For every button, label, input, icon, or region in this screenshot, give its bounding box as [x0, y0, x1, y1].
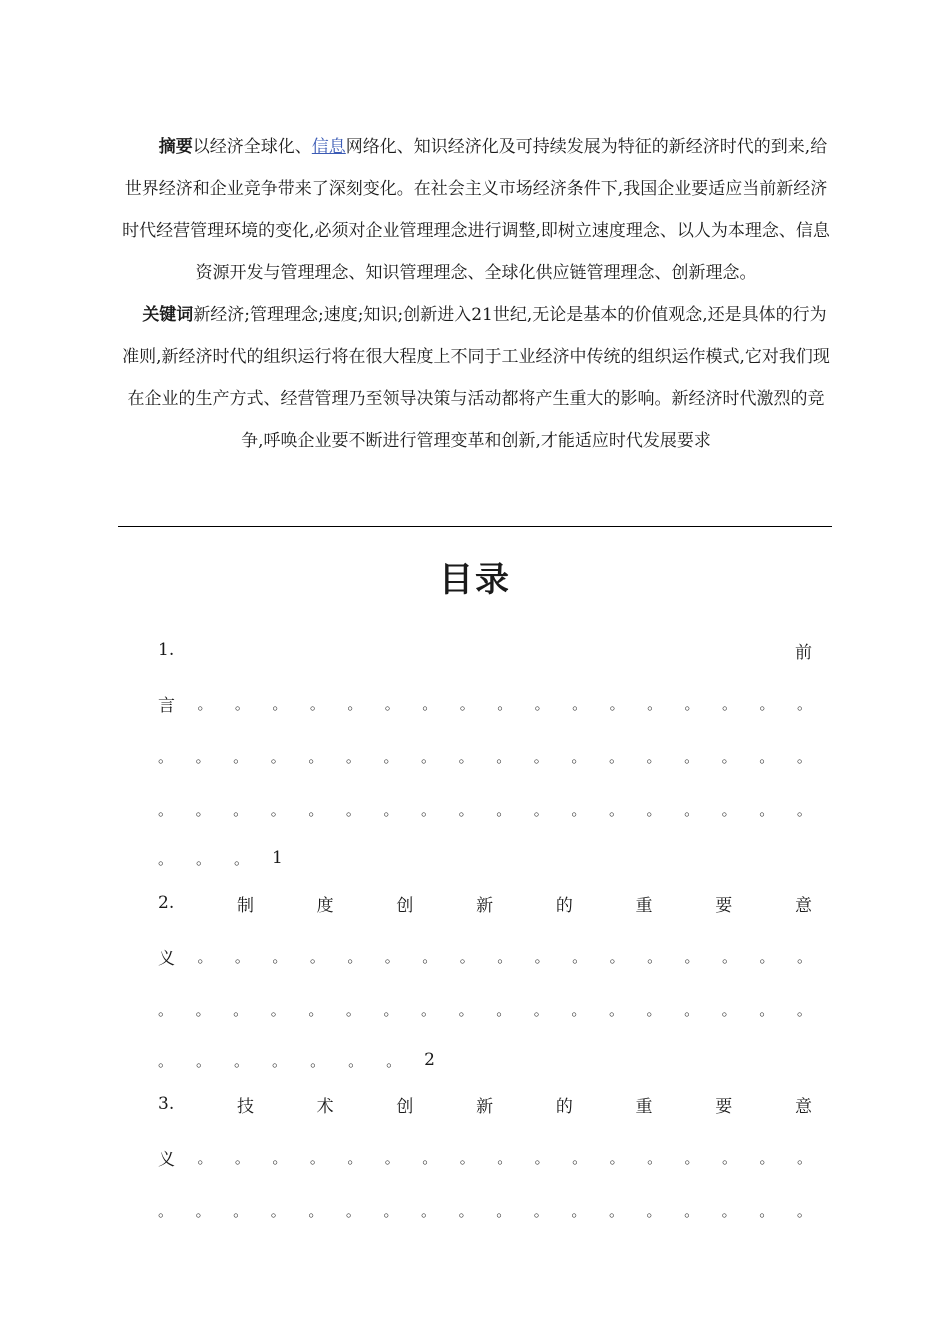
toc-entry-title-char: 意 [794, 1096, 812, 1117]
toc-leader-dot: 。 [347, 947, 363, 966]
toc-leader-dot: 。 [308, 747, 324, 766]
abstract-label: 摘要 [158, 137, 193, 157]
toc-leader-dot: 。 [458, 1000, 474, 1019]
toc-leader-dot: 。 [722, 1148, 738, 1167]
toc-leader-dot: 。 [234, 947, 250, 966]
toc-leader-dot: 。 [496, 1000, 512, 1019]
toc-leader-dot: 。 [759, 747, 775, 766]
toc-leader-dot: 。 [571, 800, 587, 819]
toc-leader-row [158, 994, 812, 1024]
toc-leader-dot: 。 [234, 694, 250, 713]
toc-leader-dot: 。 [684, 694, 700, 713]
toc-leader-dot: 。 [195, 800, 211, 819]
toc-leader-dot: 。 [796, 800, 812, 819]
toc-leader-dot: 。 [422, 1148, 438, 1167]
toc-leader-dot: 。 [796, 747, 812, 766]
toc-leader-dot: 。 [386, 1051, 402, 1070]
toc-leader-dot: 。 [272, 947, 288, 966]
info-link[interactable]: 信息 [311, 137, 346, 157]
toc-leader-dot: 。 [722, 947, 738, 966]
toc-leader-dot: 。 [421, 1000, 437, 1019]
toc-leader-dot: 。 [684, 1000, 700, 1019]
toc-entry-title-char: 新 [476, 1096, 494, 1117]
toc-leader-dot: 。 [384, 1148, 400, 1167]
toc-leader-dot: 。 [759, 1148, 775, 1167]
toc-leader-dot: 。 [309, 694, 325, 713]
toc-leader-dot: 。 [347, 1148, 363, 1167]
abstract-text: 网络化、知识经济化及可持续发展为特征的新经济时代的到来,给世界经济和企业竞争带来了深刻变化。在社会主义市场经济条件下,我国企业要适应当前新经济时代经营管理环境的变化,必须对企业管理理念进行调整,即树立速度理念、以人为本理念、信息资源开发与管理理念、知识管理理念、全球化供应链管理理念、创新理念。 [122, 137, 830, 283]
toc-leader-dot: 。 [459, 947, 475, 966]
toc-leader-dot: 。 [233, 747, 249, 766]
toc-leader-dot: 。 [233, 1201, 249, 1220]
toc-leader-dot: 。 [158, 1201, 174, 1220]
toc-leader-dot: 。 [721, 1201, 737, 1220]
toc-leader-dot: 。 [608, 1000, 624, 1019]
toc-leader-dot: 。 [384, 947, 400, 966]
toc-leader-dot: 。 [572, 947, 588, 966]
toc-entry-title-char: 义 [158, 948, 175, 969]
abstract-text-start: 以经济全球化、 [192, 137, 312, 157]
toc-leader-dot: 。 [158, 849, 174, 868]
toc-title: 目录 [439, 560, 511, 600]
toc-leader-dot: 。 [684, 747, 700, 766]
toc-leader-dot: 。 [309, 1148, 325, 1167]
keywords-paragraph [120, 294, 832, 462]
toc-leader-dot: 。 [572, 1148, 588, 1167]
keywords-text: 新经济;管理理念;速度;知识;创新进入21世纪,无论是基本的价值观念,还是具体的行为准则,新经济时代的组织运行将在很大程度上不同于工业经济中传统的组织运作模式,它对我们现在企业的生产方式、经营管理乃至领导决策与活动都将产生重大的影响。新经济时代激烈的竞争,呼唤企业要不断进行管理变革和创新,才能适应时代发展要求 [122, 305, 830, 451]
toc-leader-dot: 。 [684, 1201, 700, 1220]
toc-leader-dot: 。 [421, 1201, 437, 1220]
toc-leader-dot: 。 [646, 747, 662, 766]
toc-leader-dot: 。 [195, 1201, 211, 1220]
toc-leader-dot: 。 [534, 694, 550, 713]
toc-leader-dot: 。 [684, 947, 700, 966]
toc-entry-title-char: 新 [476, 895, 494, 916]
toc-leader-dot: 。 [383, 1000, 399, 1019]
toc-leader-dot: 。 [383, 800, 399, 819]
toc-entry-1-line-2 [158, 688, 812, 718]
toc-leader-dot: 。 [759, 800, 775, 819]
toc-leader-dot: 。 [196, 1051, 212, 1070]
toc-leader-dot: 。 [196, 849, 212, 868]
toc-leader-row [158, 794, 812, 824]
toc-leader-dot: 。 [422, 947, 438, 966]
toc-entry-title-char: 技 [236, 1096, 254, 1117]
toc-leader-dot: 。 [272, 1148, 288, 1167]
toc-leader-dot: 。 [759, 1201, 775, 1220]
toc-leader-row [158, 1195, 812, 1225]
toc-entry-title-char: 义 [158, 1149, 175, 1170]
toc-leader-dot: 。 [233, 800, 249, 819]
toc-leader-dot: 。 [609, 1148, 625, 1167]
toc-leader-dot: 。 [158, 800, 174, 819]
toc-leader-dot: 。 [158, 1000, 174, 1019]
toc-entry-title-char: 要 [715, 1096, 733, 1117]
toc-entry-3-line-2 [158, 1142, 812, 1172]
toc-entry-title-char: 创 [396, 895, 414, 916]
toc-leader-dot: 。 [571, 1201, 587, 1220]
toc-leader-dot: 。 [270, 1201, 286, 1220]
toc-leader-dot: 。 [459, 694, 475, 713]
toc-leader-dot: 。 [796, 1000, 812, 1019]
toc-page-number: 1 [272, 848, 283, 868]
toc-leader-dot: 。 [533, 800, 549, 819]
toc-leader-dot: 。 [422, 694, 438, 713]
toc-leader-dot: 。 [458, 800, 474, 819]
toc-leader-dot: 。 [721, 800, 737, 819]
toc-entry-number: 2. [158, 893, 175, 913]
toc-leader-dot: 。 [609, 694, 625, 713]
toc-leader-dot: 。 [345, 1000, 361, 1019]
toc-leader-dot: 。 [308, 800, 324, 819]
toc-leader-dot: 。 [497, 694, 513, 713]
toc-leader-dot: 。 [646, 800, 662, 819]
keywords-label: 关键词 [142, 305, 194, 325]
toc-leader-dot: 。 [421, 747, 437, 766]
toc-entry-number: 3. [158, 1094, 175, 1114]
toc-entry-title-char: 的 [555, 1096, 573, 1117]
toc-leader-dot: 。 [270, 800, 286, 819]
toc-leader-dot: 。 [272, 694, 288, 713]
toc-leader-dot: 。 [197, 694, 213, 713]
toc-entry-title-char: 创 [396, 1096, 414, 1117]
toc-entry-title-char: 言 [158, 695, 175, 716]
toc-leader-dot: 。 [308, 1201, 324, 1220]
toc-leader-row [158, 1045, 812, 1075]
toc-leader-dot: 。 [421, 800, 437, 819]
toc-leader-dot: 。 [270, 747, 286, 766]
toc-leader-dot: 。 [270, 1000, 286, 1019]
toc-leader-dot: 。 [534, 1148, 550, 1167]
toc-leader-dot: 。 [158, 1051, 174, 1070]
toc-leader-dot: 。 [234, 1051, 250, 1070]
toc-leader-dot: 。 [796, 1148, 812, 1167]
toc-leader-dot: 。 [272, 1051, 288, 1070]
toc-entry-title-char: 的 [555, 895, 573, 916]
toc-leader-dot: 。 [497, 947, 513, 966]
toc-leader-dot: 。 [533, 1000, 549, 1019]
toc-leader-dot: 。 [759, 694, 775, 713]
toc-leader-dot: 。 [533, 1201, 549, 1220]
toc-leader-dot: 。 [721, 747, 737, 766]
toc-entry-title-char: 意 [794, 895, 812, 916]
toc-leader-dot: 。 [347, 694, 363, 713]
toc-entry-title-char: 重 [635, 1096, 653, 1117]
toc-leader-dot: 。 [459, 1148, 475, 1167]
toc-leader-dot: 。 [458, 1201, 474, 1220]
toc-leader-dot: 。 [759, 1000, 775, 1019]
toc-leader-dot: 。 [195, 747, 211, 766]
toc-leader-dot: 。 [234, 1148, 250, 1167]
toc-leader-dot: 。 [308, 1000, 324, 1019]
toc-leader-dot: 。 [233, 1000, 249, 1019]
toc-leader-dot: 。 [647, 947, 663, 966]
toc-leader-dot: 。 [383, 747, 399, 766]
toc-entry-2-line-1[interactable] [158, 888, 812, 918]
toc-leader-row [158, 843, 812, 873]
abstract-paragraph [120, 126, 832, 294]
toc-leader-dot: 。 [345, 800, 361, 819]
toc-leader-dot: 。 [534, 947, 550, 966]
toc-leader-dot: 。 [496, 800, 512, 819]
toc-leader-dot: 。 [197, 1148, 213, 1167]
toc-leader-dot: 。 [571, 747, 587, 766]
toc-leader-dot: 。 [796, 947, 812, 966]
toc-leader-dot: 。 [572, 694, 588, 713]
toc-leader-dot: 。 [458, 747, 474, 766]
toc-leader-dot: 。 [195, 1000, 211, 1019]
toc-entry-number: 1. [158, 640, 175, 660]
toc-leader-dot: 。 [647, 694, 663, 713]
toc-leader-dot: 。 [721, 1000, 737, 1019]
toc-leader-dot: 。 [608, 800, 624, 819]
toc-leader-dot: 。 [345, 747, 361, 766]
toc-leader-dot: 。 [647, 1148, 663, 1167]
toc-leader-dot: 。 [496, 1201, 512, 1220]
toc-entry-title-char: 术 [316, 1096, 334, 1117]
toc-leader-dot: 。 [608, 747, 624, 766]
toc-leader-dot: 。 [646, 1201, 662, 1220]
toc-leader-dot: 。 [722, 694, 738, 713]
toc-page-number: 2 [424, 1050, 435, 1070]
toc-leader-dot: 。 [684, 1148, 700, 1167]
toc-leader-dot: 。 [310, 1051, 326, 1070]
toc-entry-title-char: 制 [236, 895, 254, 916]
toc-leader-dot: 。 [384, 694, 400, 713]
toc-leader-dot: 。 [646, 1000, 662, 1019]
toc-leader-dot: 。 [533, 747, 549, 766]
toc-entry-1-line-1[interactable] [158, 635, 812, 665]
toc-leader-dot: 。 [609, 947, 625, 966]
toc-leader-dot: 。 [571, 1000, 587, 1019]
toc-leader-dot: 。 [309, 947, 325, 966]
toc-leader-dot: 。 [796, 1201, 812, 1220]
toc-leader-dot: 。 [345, 1201, 361, 1220]
toc-leader-dot: 。 [796, 694, 812, 713]
toc-entry-3-line-1[interactable] [158, 1089, 812, 1119]
toc-entry-title-char: 前 [795, 642, 812, 663]
toc-leader-dot: 。 [496, 747, 512, 766]
toc-leader-dot: 。 [684, 800, 700, 819]
toc-leader-dot: 。 [234, 849, 250, 868]
toc-leader-dot: 。 [383, 1201, 399, 1220]
toc-leader-dot: 。 [158, 747, 174, 766]
toc-leader-dot: 。 [348, 1051, 364, 1070]
toc-entry-title-char: 度 [316, 895, 334, 916]
toc-leader-dot: 。 [497, 1148, 513, 1167]
toc-leader-dot: 。 [197, 947, 213, 966]
toc-leader-row [158, 741, 812, 771]
toc-leader-dot: 。 [759, 947, 775, 966]
toc-entry-title-char: 要 [715, 895, 733, 916]
toc-entry-2-line-2 [158, 941, 812, 971]
toc-entry-title-char: 重 [635, 895, 653, 916]
section-divider [118, 526, 832, 527]
toc-leader-dot: 。 [608, 1201, 624, 1220]
abstract-section [120, 126, 832, 462]
